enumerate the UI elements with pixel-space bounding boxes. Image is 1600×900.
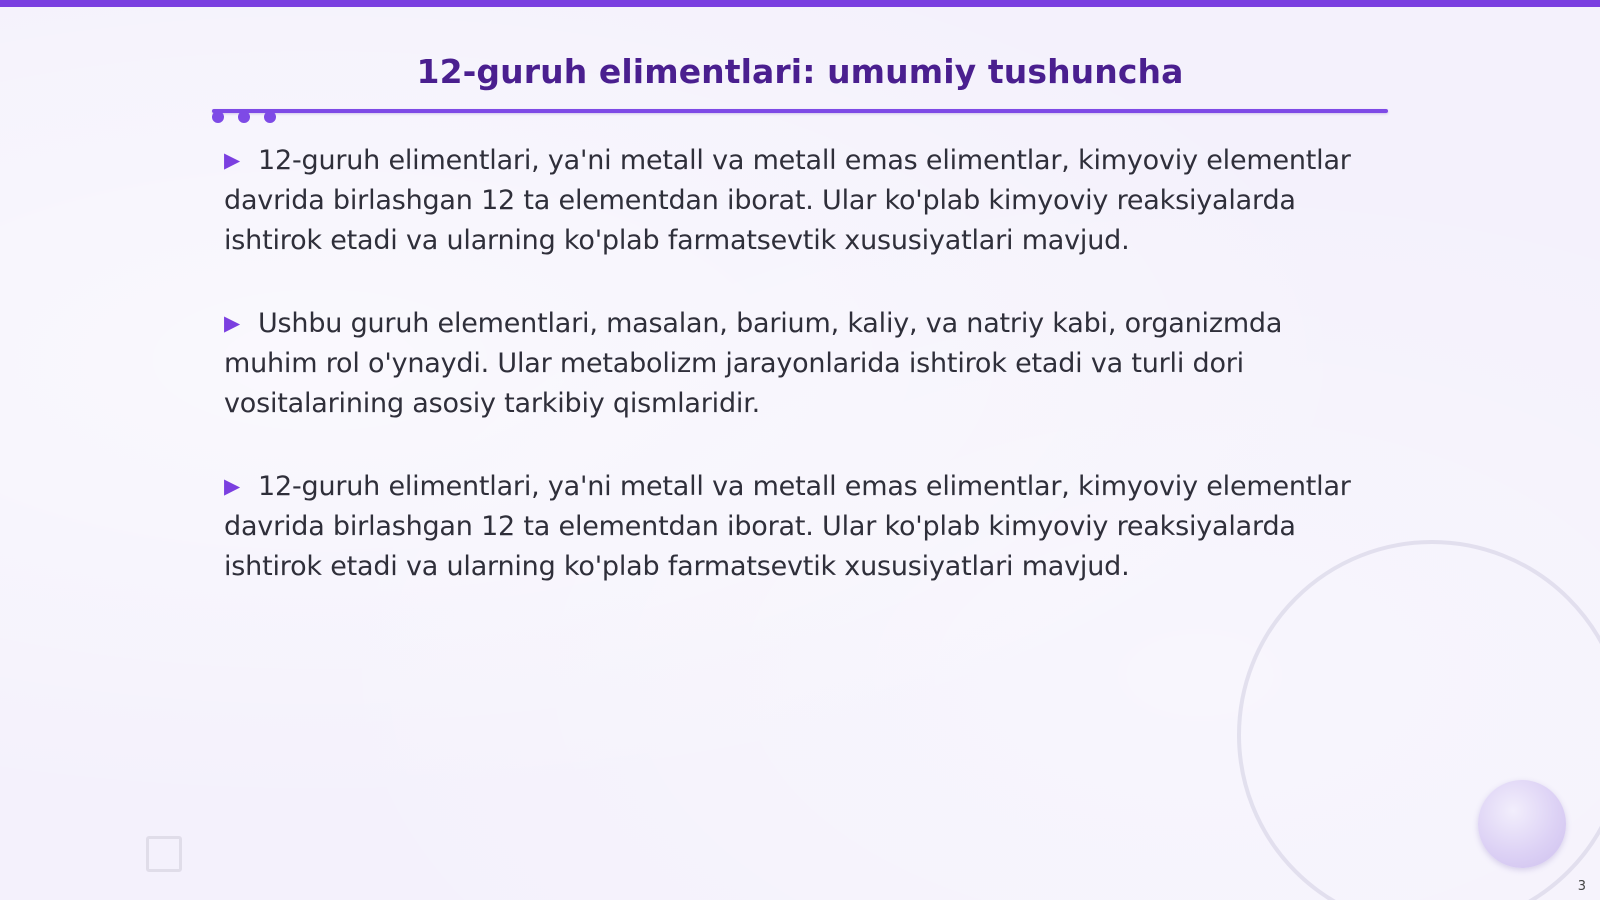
play-arrow-icon: ▶ [224,474,240,498]
decorative-dot [212,111,224,123]
bullet-text: 12-guruh elimentlari, ya'ni metall va metall emas elimentlar, kimyoviy elementlar davrida birlashgan 12 ta elementdan iborat. Ular ko'plab kimyoviy reaksiyalarda ishtirok etadi va ularning ko'plab farmatsevtik xususiyatlari mavjud. [224,471,1351,582]
decorative-dot [238,111,250,123]
bullet-text: 12-guruh elimentlari, ya'ni metall va metall emas elimentlar, kimyoviy elementlar davrida birlashgan 12 ta elementdan iborat. Ular ko'plab kimyoviy reaksiyalarda ishtirok etadi va ularning ko'plab farmatsevtik xususiyatlari mavjud. [224,145,1351,256]
decorative-dot [264,111,276,123]
play-arrow-icon: ▶ [224,311,240,335]
page-number: 3 [1577,879,1586,894]
title-underline [212,109,1388,113]
decorative-square [146,836,182,872]
top-accent-bar [0,0,1600,7]
bullet-item [224,466,1374,587]
bullet-item [224,303,1374,424]
slide-title: 12-guruh elimentlari: umumiy tushuncha [416,52,1184,91]
decorative-circle [1478,780,1566,868]
bullet-list [224,140,1374,629]
bullet-item [224,140,1374,261]
play-arrow-icon: ▶ [224,148,240,172]
bullet-text: Ushbu guruh elementlari, masalan, barium, kaliy, va natriy kabi, organizmda muhim rol o'ynaydi. Ular metabolizm jarayonlarida ishtirok etadi va turli dori vositalarining asosiy tarkibiy qismlaridir. [224,308,1283,419]
